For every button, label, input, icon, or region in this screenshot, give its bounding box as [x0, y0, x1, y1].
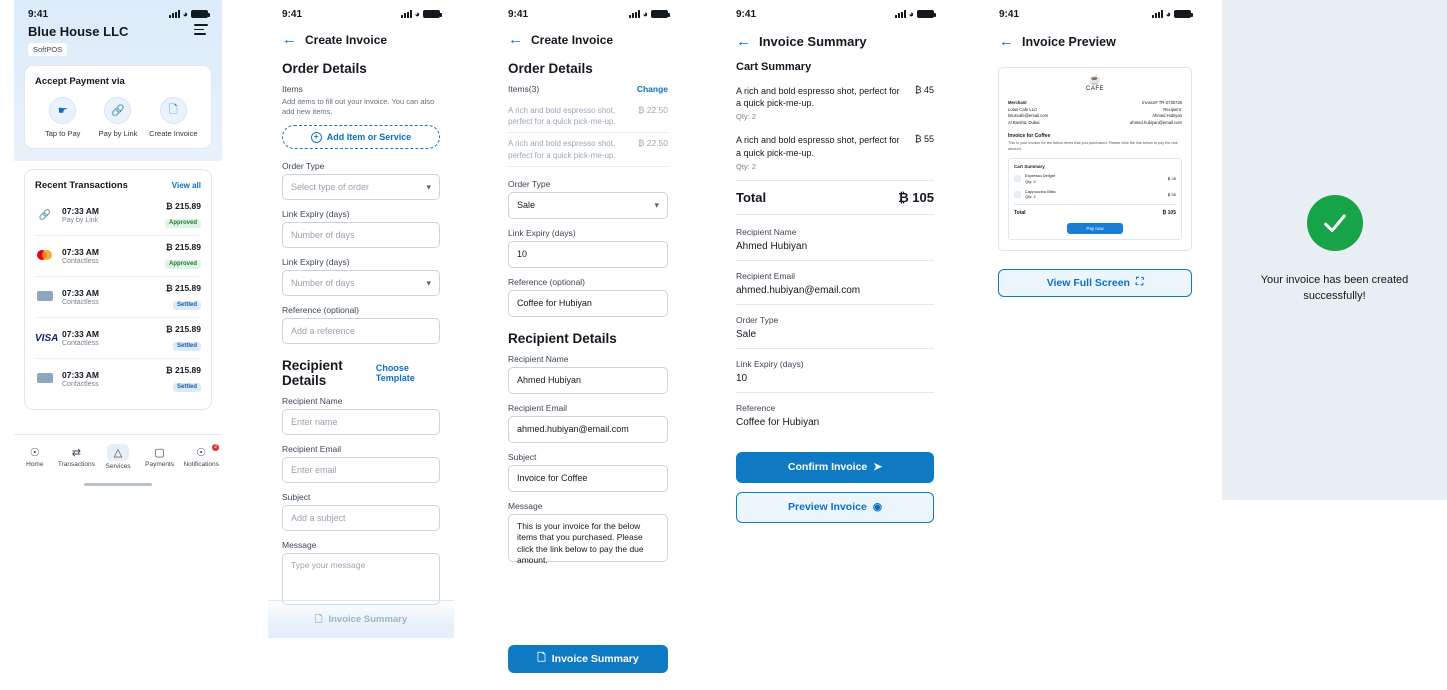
- status-time: 9:41: [736, 8, 757, 20]
- pay-now-button[interactable]: [1067, 223, 1123, 234]
- item-qty: Qty: 2: [736, 161, 757, 171]
- section-order-details: Order Details: [508, 61, 593, 76]
- button-label: Invoice Summary: [328, 614, 408, 625]
- field-label: Recipient Name: [736, 226, 797, 237]
- field-message: [508, 500, 668, 566]
- reference-input[interactable]: [282, 318, 440, 344]
- wifi-icon: ◕: [908, 8, 914, 19]
- input-placeholder: Enter email: [291, 465, 337, 476]
- status-badge: Settled: [173, 383, 201, 392]
- form-body: [494, 61, 682, 566]
- mastercard-icon: [35, 250, 55, 263]
- item-price: ₿ 55: [914, 134, 934, 145]
- status-icons: [629, 10, 668, 19]
- section-order-details: Order Details: [282, 61, 367, 76]
- field-label: Reference (optional): [508, 276, 586, 287]
- notification-badge: 2: [212, 444, 219, 451]
- invoice-for-title: Invoice for Coffee: [1008, 133, 1051, 139]
- summary-field: [736, 271, 934, 305]
- summary-body: [722, 61, 948, 523]
- txn-amount: ₿ 215.89: [165, 201, 201, 211]
- txn-amount: ₿ 215.89: [165, 324, 201, 334]
- status-time: 9:41: [282, 8, 303, 20]
- txn-amount: ₿ 215.89: [165, 365, 201, 375]
- invoice-number: Invoice# TR-2735726: [1142, 100, 1182, 105]
- item-name: A rich and bold espresso shot, perfect for a quick pick-me-up.: [508, 139, 616, 160]
- field-recipient-email: [508, 403, 668, 443]
- subject-input[interactable]: [508, 465, 668, 492]
- cart-summary-title: Cart Summary: [736, 61, 812, 73]
- tab-label: Services: [105, 463, 131, 470]
- summary-field: [736, 315, 934, 349]
- item-qty: Qty: 2: [1025, 194, 1036, 200]
- invoice-icon: 🗋: [314, 613, 323, 625]
- invoice-summary-button-disabled[interactable]: [268, 600, 454, 638]
- tab-payments[interactable]: [140, 446, 180, 468]
- logo-text: CAFE: [1085, 86, 1104, 92]
- signal-icon: [401, 10, 412, 18]
- items-label: Items(3): [508, 84, 540, 94]
- items-header: [508, 84, 668, 94]
- status-bar: [985, 0, 1205, 22]
- cafe-logo: [1008, 76, 1182, 92]
- card-icon: [35, 291, 55, 304]
- item-name: A rich and bold espresso shot, perfect for a quick pick-me-up.: [736, 86, 900, 109]
- page-title: Invoice Preview: [1022, 34, 1116, 49]
- section-recipient-details: Recipient Details: [508, 330, 617, 346]
- nav-bar: [985, 22, 1205, 55]
- bottom-tab-bar: [14, 434, 222, 478]
- link-expiry-select[interactable]: [282, 270, 440, 296]
- battery-icon: [423, 10, 440, 18]
- field-label: Link Expiry (days): [508, 227, 576, 238]
- item-name: Espresso Delight: [1025, 173, 1056, 179]
- input-placeholder: Add a reference: [291, 326, 356, 337]
- item-price: ₿ 55: [1167, 191, 1176, 197]
- merchant-name: Blue House LLC: [28, 24, 129, 39]
- menu-icon[interactable]: [194, 24, 208, 38]
- txn-method: Contactless: [62, 299, 99, 306]
- order-type-select[interactable]: [508, 192, 668, 219]
- merchant-name: Lotus Cafe LLC: [1008, 106, 1038, 112]
- table-row[interactable]: [35, 195, 201, 236]
- cup-icon: ☕: [1088, 75, 1102, 86]
- button-label: Pay now: [1086, 225, 1104, 231]
- txn-time: 07:33 AM: [62, 206, 100, 216]
- field-subject: [508, 452, 668, 492]
- total-value: ₿ 105: [898, 189, 934, 205]
- reference-input[interactable]: [508, 290, 668, 317]
- preview-body: [985, 67, 1205, 297]
- tab-notifications[interactable]: [181, 443, 221, 468]
- field-order-type: [508, 179, 668, 219]
- list-item: [508, 100, 668, 133]
- accept-payment-title: Accept Payment via: [35, 76, 125, 87]
- action-tap-to-pay[interactable]: [35, 97, 90, 138]
- items-label: Items: [282, 84, 303, 94]
- back-arrow-icon[interactable]: ←: [999, 33, 1014, 50]
- field-label: Link Expiry (days): [282, 257, 350, 268]
- recipient-name-input[interactable]: [282, 409, 440, 435]
- table-row[interactable]: [35, 277, 201, 318]
- add-item-button[interactable]: [282, 125, 440, 149]
- merchant-email: lotuscafe@email.com: [1008, 113, 1049, 118]
- summary-field: [736, 227, 934, 261]
- txn-time: 07:33 AM: [62, 288, 100, 298]
- input-value: Ahmed Hubiyan: [517, 375, 582, 386]
- item-name: A rich and bold espresso shot, perfect for a quick pick-me-up.: [736, 135, 900, 158]
- status-bar: [268, 0, 454, 22]
- page-title: Create Invoice: [531, 32, 614, 47]
- status-bar: [494, 0, 682, 22]
- battery-icon: [651, 10, 668, 18]
- total-label: Total: [736, 189, 767, 205]
- input-placeholder: Enter name: [291, 417, 338, 428]
- recent-transactions-header: [35, 180, 201, 191]
- tab-label: Payments: [145, 460, 175, 468]
- txn-amount: ₿ 215.89: [165, 283, 201, 293]
- action-label: Pay by Link: [98, 129, 138, 138]
- merchant-label: Merchant: [1008, 100, 1027, 105]
- home-header: [14, 0, 222, 161]
- payments-icon: ▢: [154, 446, 165, 459]
- nav-bar: [494, 22, 682, 53]
- send-icon: ➤: [873, 461, 883, 474]
- field-label: Recipient Name: [282, 396, 343, 407]
- recipient-name: Ahmed Hubiyan: [1152, 113, 1182, 118]
- list-item: [1014, 173, 1176, 184]
- cart-summary-title: Cart Summary: [1014, 164, 1045, 170]
- signal-icon: [169, 10, 180, 18]
- field-label: Recipient Email: [282, 444, 342, 455]
- services-icon: △: [107, 444, 129, 461]
- field-recipient-name: [282, 396, 440, 435]
- list-item: [1014, 189, 1176, 200]
- field-link-expiry-2: [282, 257, 440, 296]
- change-items-link[interactable]: Change: [636, 84, 668, 94]
- item-thumb-icon: [1014, 191, 1021, 198]
- item-price: ₿ 45: [914, 85, 934, 95]
- field-message: [282, 540, 440, 605]
- field-label: Recipient Email: [508, 402, 568, 413]
- section-recipient-details: Recipient Details: [282, 358, 343, 389]
- link-expiry-input[interactable]: [508, 241, 668, 268]
- order-type-select[interactable]: [282, 174, 440, 200]
- field-value: Sale: [736, 328, 757, 340]
- success-content: [1222, 0, 1447, 500]
- input-value: Invoice for Coffee: [517, 473, 588, 484]
- field-recipient-email: [282, 444, 440, 483]
- list-item: [736, 81, 934, 130]
- back-arrow-icon[interactable]: ←: [508, 31, 523, 48]
- screen-create-invoice-empty: [268, 0, 454, 640]
- action-label: Create Invoice: [149, 129, 198, 138]
- item-qty: Qty: 2: [736, 112, 757, 122]
- items-hint: Add items to fill out your invoice. You can also add new items.: [282, 97, 435, 117]
- back-arrow-icon[interactable]: ←: [736, 33, 751, 50]
- input-value: 10: [517, 249, 528, 260]
- field-value: Ahmed Hubiyan: [736, 240, 808, 252]
- invoice-icon: 🗋: [160, 97, 187, 124]
- eye-icon: ◉: [872, 501, 882, 514]
- status-icons: [169, 10, 208, 19]
- tab-label: Notifications: [183, 460, 219, 468]
- list-item: [736, 130, 934, 179]
- screen-home: [14, 0, 222, 478]
- subject-input[interactable]: [282, 505, 440, 531]
- home-indicator: [84, 483, 152, 486]
- item-price: ₿ 22.50: [638, 138, 668, 149]
- tab-home[interactable]: [15, 446, 55, 468]
- field-label: Order Type: [282, 161, 325, 172]
- action-pay-by-link[interactable]: [90, 97, 145, 138]
- status-bar: [722, 0, 948, 22]
- view-all-link[interactable]: View all: [171, 181, 201, 190]
- table-row[interactable]: [35, 318, 201, 359]
- summary-field: [736, 403, 934, 436]
- field-label: Recipient Email: [736, 270, 796, 281]
- field-label: Reference: [736, 402, 776, 413]
- status-badge: Approved: [165, 260, 201, 269]
- signal-icon: [1152, 10, 1163, 18]
- select-value: Select type of order: [291, 182, 370, 193]
- total-value: ₿ 105: [1162, 209, 1176, 216]
- wifi-icon: ◕: [182, 8, 188, 19]
- success-message: Your invoice has been created successfully!: [1260, 274, 1409, 302]
- chevron-down-icon: ▾: [654, 199, 659, 210]
- wifi-icon: ◕: [414, 8, 420, 19]
- battery-icon: [1174, 10, 1191, 18]
- message-textarea[interactable]: [508, 514, 668, 566]
- invoice-summary-button[interactable]: [508, 645, 668, 673]
- status-badge: Settled: [173, 342, 201, 351]
- input-value: ahmed.hubiyan@email.com: [517, 424, 629, 435]
- list-item: [508, 133, 668, 166]
- brand-row: [14, 22, 222, 57]
- textarea-placeholder: Type your message: [291, 560, 366, 571]
- tab-label: Home: [26, 460, 44, 468]
- item-name: Cappuccino Bliss: [1025, 188, 1056, 194]
- expand-icon: ⛶: [1135, 276, 1144, 289]
- confirm-invoice-button[interactable]: [736, 452, 934, 483]
- page-title: Create Invoice: [305, 32, 388, 47]
- status-icons: [401, 10, 440, 19]
- field-value: 10: [736, 372, 748, 384]
- total-row: [1014, 204, 1176, 216]
- invoice-body-text: This is your invoice for the below items that you purchased. Please click the link below to pay the due amount.: [1008, 141, 1178, 151]
- nav-bar: [722, 22, 948, 55]
- txn-time: 07:33 AM: [62, 247, 100, 257]
- view-full-screen-button[interactable]: [998, 269, 1192, 297]
- payment-actions: [35, 97, 201, 138]
- tab-services[interactable]: [98, 443, 138, 470]
- signal-icon: [895, 10, 906, 18]
- txn-time: 07:33 AM: [62, 329, 100, 339]
- tab-transactions[interactable]: [56, 446, 96, 468]
- wifi-icon: ◕: [642, 8, 648, 19]
- invoice-icon: 🗋: [537, 652, 546, 664]
- field-reference: [282, 305, 440, 344]
- item-qty: Qty: 2: [1025, 178, 1036, 184]
- recent-transactions-card: [24, 169, 212, 410]
- field-label: Reference (optional): [282, 305, 360, 316]
- table-row[interactable]: [35, 359, 201, 399]
- status-time: 9:41: [508, 8, 529, 20]
- action-create-invoice[interactable]: [146, 97, 201, 138]
- merchant-block: [1008, 100, 1048, 126]
- total-row: [736, 180, 934, 215]
- txn-time: 07:33 AM: [62, 370, 100, 380]
- txn-amount: ₿ 215.89: [165, 242, 201, 252]
- status-time: 9:41: [999, 8, 1020, 20]
- field-order-type: [282, 161, 440, 200]
- field-reference: [508, 277, 668, 317]
- recipient-block: [1130, 100, 1182, 126]
- select-value: Sale: [517, 200, 536, 211]
- txn-method: Contactless: [62, 381, 99, 388]
- field-label: Link Expiry (days): [736, 358, 804, 369]
- plus-icon: +: [311, 132, 322, 143]
- field-label: Message: [508, 500, 543, 511]
- link-icon: 🔗: [38, 209, 52, 221]
- choose-template-link[interactable]: Choose Template: [375, 363, 415, 384]
- status-icons: [895, 10, 934, 19]
- txn-method: Contactless: [62, 340, 99, 347]
- tab-label: Transactions: [57, 460, 95, 468]
- wifi-icon: ◕: [1165, 8, 1171, 19]
- signal-icon: [629, 10, 640, 18]
- recipient-email-input[interactable]: [282, 457, 440, 483]
- input-placeholder: Number of days: [291, 230, 355, 241]
- field-label: Subject: [282, 492, 311, 503]
- action-label: Tap to Pay: [44, 129, 81, 138]
- transactions-icon: ⇄: [71, 446, 81, 459]
- message-textarea[interactable]: [282, 553, 440, 605]
- accept-payment-card: [24, 65, 212, 149]
- link-expiry-input[interactable]: [282, 222, 440, 248]
- summary-field: [736, 359, 934, 393]
- bell-icon: ☉: [196, 446, 207, 459]
- product-badge: SoftPOS: [28, 43, 67, 56]
- field-label: Order Type: [736, 314, 779, 325]
- field-label: Recipient Name: [508, 353, 569, 364]
- status-icons: [1152, 10, 1191, 19]
- tap-to-pay-icon: ☛: [49, 97, 76, 124]
- item-name: A rich and bold espresso shot, perfect for a quick pick-me-up.: [508, 106, 616, 127]
- back-arrow-icon[interactable]: ←: [282, 31, 297, 48]
- txn-method: Pay by Link: [62, 217, 99, 224]
- status-badge: Approved: [165, 219, 201, 228]
- select-value: Number of days: [291, 278, 355, 289]
- recipient-label: Recipient:: [1163, 106, 1182, 112]
- item-thumb-icon: [1014, 175, 1021, 182]
- recipient-email-input[interactable]: [508, 416, 668, 443]
- nav-bar: [268, 22, 454, 53]
- field-recipient-name: [508, 354, 668, 394]
- total-label: Total: [1014, 209, 1026, 216]
- visa-icon: VISA: [35, 332, 59, 344]
- screen-invoice-preview: [985, 0, 1205, 297]
- battery-icon: [191, 10, 208, 18]
- form-body: [268, 61, 454, 640]
- page-title: Invoice Summary: [759, 34, 867, 49]
- preview-invoice-button[interactable]: [736, 492, 934, 523]
- input-placeholder: Add a subject: [291, 513, 346, 524]
- add-item-label: Add Item or Service: [326, 132, 412, 143]
- input-value: Coffee for Hubiyan: [517, 298, 592, 309]
- home-icon: ☉: [29, 446, 40, 459]
- textarea-value: This is your invoice for the below items that you purchased. Please click the link below to pay the due amount.: [517, 520, 644, 566]
- field-label: Link Expiry (days): [282, 209, 350, 220]
- button-label: Confirm Invoice: [787, 461, 868, 474]
- chevron-down-icon: ▾: [426, 277, 431, 288]
- txn-method: Contactless: [62, 258, 99, 265]
- item-price: ₿ 22.50: [638, 105, 668, 115]
- table-row[interactable]: [35, 236, 201, 277]
- recipient-details-header: [282, 358, 440, 388]
- invoice-summary-button-wrap: [508, 645, 668, 673]
- chevron-down-icon: ▾: [426, 181, 431, 192]
- link-icon: 🔗: [104, 97, 131, 124]
- preview-cart-box: [1008, 158, 1182, 239]
- field-label: Message: [282, 540, 317, 551]
- status-badge: Settled: [173, 301, 201, 310]
- status-time: 9:41: [28, 8, 49, 20]
- item-price: ₿ 45: [1167, 176, 1176, 182]
- merchant-address: Al Barsha, Dubai.: [1008, 119, 1041, 125]
- battery-icon: [917, 10, 934, 18]
- button-label: Preview Invoice: [788, 501, 867, 514]
- screen-invoice-success: [1222, 0, 1447, 500]
- status-bar: [14, 0, 222, 22]
- merchant-recipient-grid: [1008, 100, 1182, 126]
- field-link-expiry: [282, 209, 440, 248]
- recipient-email: ahmed.hubiyan@email.com: [1130, 119, 1182, 125]
- card-icon: [35, 373, 55, 386]
- field-value: ahmed.hubiyan@email.com: [736, 284, 861, 296]
- recipient-name-input[interactable]: [508, 367, 668, 394]
- field-label: Subject: [508, 451, 537, 462]
- field-subject: [282, 492, 440, 531]
- button-label: View Full Screen: [1046, 276, 1130, 289]
- invoice-preview-card[interactable]: [998, 67, 1192, 251]
- field-value: Coffee for Hubiyan: [736, 416, 820, 428]
- field-label: Order Type: [508, 178, 551, 189]
- recent-transactions-title: Recent Transactions: [35, 180, 128, 191]
- screen-invoice-summary: [722, 0, 948, 523]
- success-check-icon: [1307, 195, 1363, 251]
- button-label: Invoice Summary: [551, 653, 639, 665]
- field-link-expiry: [508, 228, 668, 268]
- screen-create-invoice-filled: [494, 0, 682, 665]
